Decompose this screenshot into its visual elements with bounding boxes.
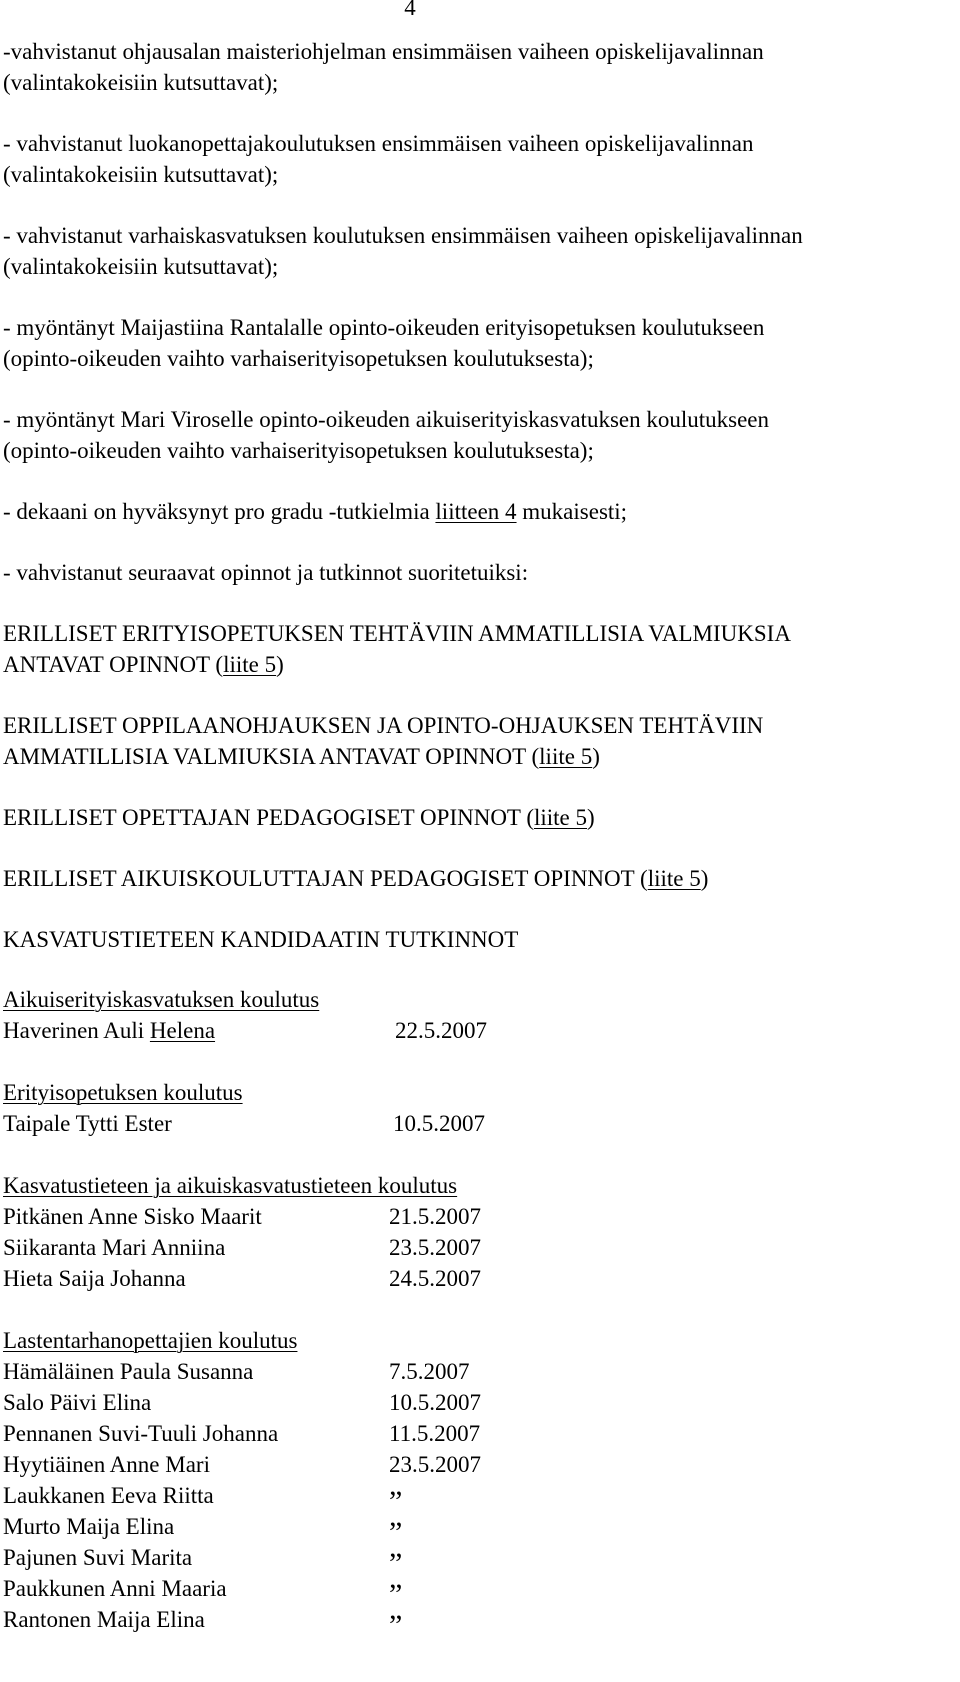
table-row [3,1356,953,1387]
graduation-date: 24.5.2007 [389,1266,481,1291]
graduate-name: Hämäläinen Paula Susanna [3,1359,254,1384]
graduation-date: 23.5.2007 [389,1452,481,1477]
graduate-name: Salo Päivi Elina [3,1390,152,1415]
liite-5-link[interactable]: liite 5 [533,805,588,830]
graduation-date: 10.5.2007 [393,1111,485,1136]
degree-group-lastentarhanopettajat [3,1325,953,1642]
table-row [3,1232,953,1263]
graduation-date: 7.5.2007 [389,1359,470,1384]
graduate-name: Pitkänen Anne Sisko Maarit [3,1204,262,1229]
text-line: (valintakokeisiin kutsuttavat); [3,70,279,95]
degree-group-erityisopetus [3,1077,953,1139]
table-row [3,1511,953,1549]
group-heading: Kasvatustieteen ja aikuiskasvatustieteen koulutus [3,1173,458,1198]
graduate-name: Pajunen Suvi Marita [3,1545,193,1570]
study-aikuiskouluttajan-pedagogiset: ERILLISET AIKUISKOULUTTAJAN PEDAGOGISET OPINNOT (liite 5) [3,866,709,891]
gradu-text: - dekaani on hyväksynyt pro gradu -tutkielmia [3,499,436,524]
graduation-date: 22.5.2007 [395,1018,487,1043]
decision-myontanyt-virone [3,404,953,466]
group-heading: Erityisopetuksen koulutus [3,1080,243,1105]
text-line: (opinto-oikeuden vaihto varhaiserityisopetuksen koulutuksesta); [3,346,594,371]
graduate-name: Haverinen Auli [3,1018,150,1043]
study-title: ERILLISET OPETTAJAN PEDAGOGISET OPINNOT ( [3,805,534,830]
study-title: ERILLISET AIKUISKOULUTTAJAN PEDAGOGISET OPINNOT ( [3,866,648,891]
text-line: - myöntänyt Maijastiina Rantalalle opinto-oikeuden erityisopetuksen koulutukseen [3,315,765,340]
graduate-name: Laukkanen Eeva Riitta [3,1483,214,1508]
table-row [3,1418,953,1449]
decision-myontanyt-rantala [3,312,953,374]
text-line: - myöntänyt Mari Viroselle opinto-oikeuden aikuiserityiskasvatuksen koulutukseen [3,407,769,432]
text-line: (valintakokeisiin kutsuttavat); [3,254,279,279]
graduate-name-underlined: Helena [149,1018,216,1043]
graduate-name: Murto Maija Elina [3,1514,175,1539]
gradu-text-end: mukaisesti; [516,499,628,524]
table-row [3,1449,953,1480]
text-line: -vahvistanut ohjausalan maisteriohjelman ensimmäisen vaiheen opiskelijavalinnan [3,39,764,64]
study-oppilaanohjaus: ERILLISET OPPILAANOHJAUKSEN JA OPINTO-OHJAUKSEN TEHTÄVIIN AMMATILLISIA VALMIUKSIA ANTAVAT OPINNOT (liite 5) [3,710,953,772]
text-line: (valintakokeisiin kutsuttavat); [3,162,279,187]
study-opettajan-pedagogiset: ERILLISET OPETTAJAN PEDAGOGISET OPINNOT (liite 5) [3,805,595,830]
study-title-cont: ANTAVAT OPINNOT ( [3,652,224,677]
table-row [3,1480,953,1518]
text-line: - vahvistanut luokanopettajakoulutuksen ensimmäisen vaiheen opiskelijavalinnan [3,131,754,156]
decision-vahvistanut-ohjausala [3,36,953,98]
study-title: ERILLISET ERITYISOPETUKSEN TEHTÄVIIN AMMATILLISIA VALMIUKSIA [3,621,791,646]
ditto-mark: ” [389,1609,403,1642]
degree-group-aikuiserityiskasvatus [3,984,953,1046]
liite-4-link[interactable]: liitteen 4 [435,499,517,524]
decision-vahvistanut-luokanopettaja [3,128,953,190]
decision-vahvistanut-varhaiskasvatus [3,220,953,282]
graduate-name: Pennanen Suvi-Tuuli Johanna [3,1421,279,1446]
text-line: - vahvistanut varhaiskasvatuksen koulutuksen ensimmäisen vaiheen opiskelijavalinnan [3,223,803,248]
ditto-mark: ” [389,1547,403,1580]
ditto-mark: ” [389,1485,403,1518]
liite-5-link[interactable]: liite 5 [647,866,701,891]
table-row [3,1108,953,1139]
study-title: ERILLISET OPPILAANOHJAUKSEN JA OPINTO-OHJAUKSEN TEHTÄVIIN [3,713,764,738]
document-body [3,36,953,1666]
graduate-name: Hieta Saija Johanna [3,1266,186,1291]
ditto-mark: ” [389,1516,403,1549]
graduation-date: 23.5.2007 [389,1235,481,1260]
graduation-date: 11.5.2007 [389,1421,481,1446]
graduation-date: 21.5.2007 [389,1204,481,1229]
table-row [3,1201,953,1232]
table-row [3,1015,953,1046]
liite-5-link[interactable]: liite 5 [223,652,277,677]
graduate-name: Hyytiäinen Anne Mari [3,1452,210,1477]
decision-gradu [3,496,953,527]
degree-group-kasvatustiede [3,1170,953,1294]
ditto-mark: ” [389,1578,403,1611]
graduation-date: 10.5.2007 [389,1390,481,1415]
page-number: 4 [404,0,416,20]
table-row [3,1542,953,1580]
graduate-name: Rantonen Maija Elina [3,1607,205,1632]
table-row [3,1387,953,1418]
table-row [3,1263,953,1294]
study-erityisopetus: ERILLISET ERITYISOPETUKSEN TEHTÄVIIN AMMATILLISIA VALMIUKSIA ANTAVAT OPINNOT (liite 5) [3,618,953,680]
graduate-name: Paukkunen Anni Maaria [3,1576,227,1601]
table-row [3,1604,953,1642]
graduate-name: Siikaranta Mari Anniina [3,1235,226,1260]
study-title-cont: AMMATILLISIA VALMIUKSIA ANTAVAT OPINNOT ( [3,744,540,769]
liite-5-link[interactable]: liite 5 [539,744,593,769]
graduate-name: Taipale Tytti Ester [3,1111,172,1136]
table-row [3,1573,953,1611]
group-heading: Aikuiserityiskasvatuksen koulutus [3,987,320,1012]
decision-vahvistanut-suoritetuiksi: - vahvistanut seuraavat opinnot ja tutkinnot suoritetuiksi: [3,560,529,585]
text-line: (opinto-oikeuden vaihto varhaiserityisopetuksen koulutuksesta); [3,438,594,463]
group-heading: Lastentarhanopettajien koulutus [3,1328,298,1353]
kandidaatti-heading: KASVATUSTIETEEN KANDIDAATIN TUTKINNOT [3,927,519,952]
